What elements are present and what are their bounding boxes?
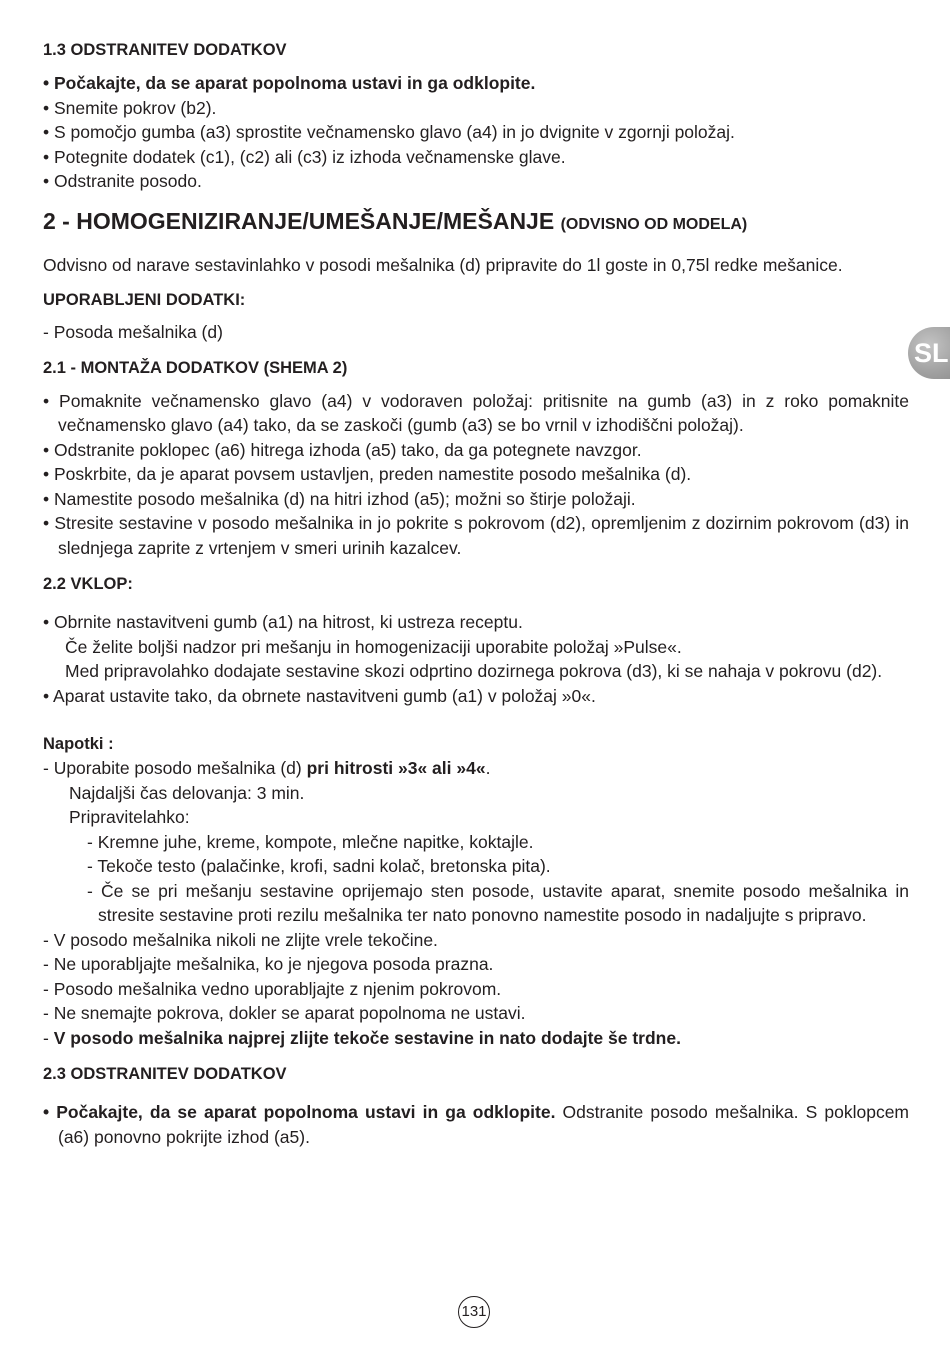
list-item-continuation: Če želite boljši nadzor pri mešanju in homogenizaciji uporabite položaj »Pulse«. (65, 636, 682, 657)
section-1-3-heading: 1.3 ODSTRANITEV DODATKOV (43, 41, 287, 59)
list-item-continuation: Med pripravolahko dodajate sestavine skozi odprtino dozirnega pokrova (d3), ki se nahaja v pokrovu (d2). (65, 661, 883, 681)
section-2-2-heading: 2.2 VKLOP: (43, 575, 133, 593)
note-item: - Posodo mešalnika vedno uporabljajte z njenim pokrovom. (43, 978, 502, 999)
note-item-suffix: . (485, 758, 491, 778)
language-tab-sl: SL (908, 327, 950, 379)
note-time: Najdaljši čas delovanja: 3 min. (69, 782, 305, 803)
page-content (43, 38, 909, 1149)
list-item: • Aparat ustavite tako, da obrnete nastavitveni gumb (a1) v položaj »0«. (43, 685, 596, 706)
note-subitem: - Tekoče testo (palačinke, krofi, sadni kolač, bretonska pita). (87, 856, 551, 876)
list-item: • Stresite sestavine v posodo mešalnika in jo pokrite s pokrovom (d2), opremljenim z dozirnim pokrovom (d3) in slednjega zaprite z vrtenjem v smeri urinih kazalcev. (43, 513, 909, 558)
list-item (43, 1100, 909, 1149)
notes-heading: Napotki : (43, 735, 114, 753)
list-item: • Obrnite nastavitveni gumb (a1) na hitrost, ki ustreza receptu. (43, 612, 523, 632)
intro-text: Odvisno od narave sestavinlahko v posodi mešalnika (d) pripravite do 1l goste in 0,75l redke mešanice. (43, 254, 843, 275)
note-item (43, 756, 909, 781)
accessories-item: - Posoda mešalnika (d) (43, 322, 223, 342)
note-item: - Ne snemajte pokrova, dokler se aparat popolnoma ne ustavi. (43, 1003, 526, 1023)
section-2-heading (43, 206, 909, 240)
list-item: • Pomaknite večnamensko glavo (a4) v vodoraven položaj: pritisnite na gumb (a3) in z roko pomaknite večnamensko glavo (a4) tako, da se zaskoči (gumb (a3) se bo vrnil v izhodiščni položaj). (43, 390, 909, 435)
list-item-text: Odstranite posodo mešalnika. S poklopcem (a6) ponovno pokrijte izhod (a5). (58, 1102, 910, 1147)
list-item: • Potegnite dodatek (c1), (c2) ali (c3) iz izhoda večnamenske glave. (43, 146, 566, 167)
list-item: • Poskrbite, da je aparat povsem ustavljen, preden namestite posodo mešalnika (d). (43, 464, 692, 484)
note-subitem: - Če se pri mešanju sestavine oprijemajo sten posode, ustavite aparat, snemite posodo mešalnika in stresite sestavine proti rezilu mešalnika ter nato ponovno namestite posodo in nadaljujte s pripravo. (87, 880, 909, 925)
list-item: • Odstranite posodo. (43, 171, 202, 191)
note-prepare: Pripravitelahko: (69, 807, 190, 827)
note-item-prefix: - Uporabite posodo mešalnika (d) (43, 758, 307, 778)
list-item: • Namestite posodo mešalnika (d) na hitri izhod (a5); možni so štirje položaji. (43, 488, 636, 509)
section-2-3-heading: 2.3 ODSTRANITEV DODATKOV (43, 1065, 287, 1083)
page-number: 131 (458, 1296, 490, 1328)
note-item-bold: V posodo mešalnika najprej zlijte tekoče sestavine in nato dodajte še trdne. (53, 1027, 681, 1048)
list-item: • S pomočjo gumba (a3) sprostite večnamensko glavo (a4) in jo dvignite v zgornji položaj. (43, 122, 735, 142)
note-item (43, 1026, 909, 1051)
list-item: • Počakajte, da se aparat popolnoma ustavi in ga odklopite. (43, 73, 536, 93)
accessories-heading: UPORABLJENI DODATKI: (43, 291, 246, 309)
note-item: - Ne uporabljajte mešalnika, ko je njegova posoda prazna. (43, 954, 494, 974)
list-item: • Snemite pokrov (b2). (43, 97, 217, 118)
list-item-bold: • Počakajte, da se aparat popolnoma ustavi in ga odklopite. (43, 1102, 556, 1122)
note-subitem: - Kremne juhe, kreme, kompote, mlečne napitke, koktajle. (87, 831, 534, 852)
list-item: • Odstranite poklopec (a6) hitrega izhoda (a5) tako, da ga potegnete navzgor. (43, 439, 642, 460)
section-2-1-heading: 2.1 - MONTAŽA DODATKOV (SHEMA 2) (43, 358, 348, 377)
note-item-speed: pri hitrosti »3« ali »4« (306, 758, 486, 778)
section-2-model-note: (ODVISNO OD MODELA) (560, 215, 748, 233)
section-2-title: 2 - HOMOGENIZIRANJE/UMEŠANJE/MEŠANJE (43, 207, 555, 234)
note-item: - V posodo mešalnika nikoli ne zlijte vrele tekočine. (43, 929, 438, 950)
note-item-prefix: - (43, 1027, 54, 1048)
